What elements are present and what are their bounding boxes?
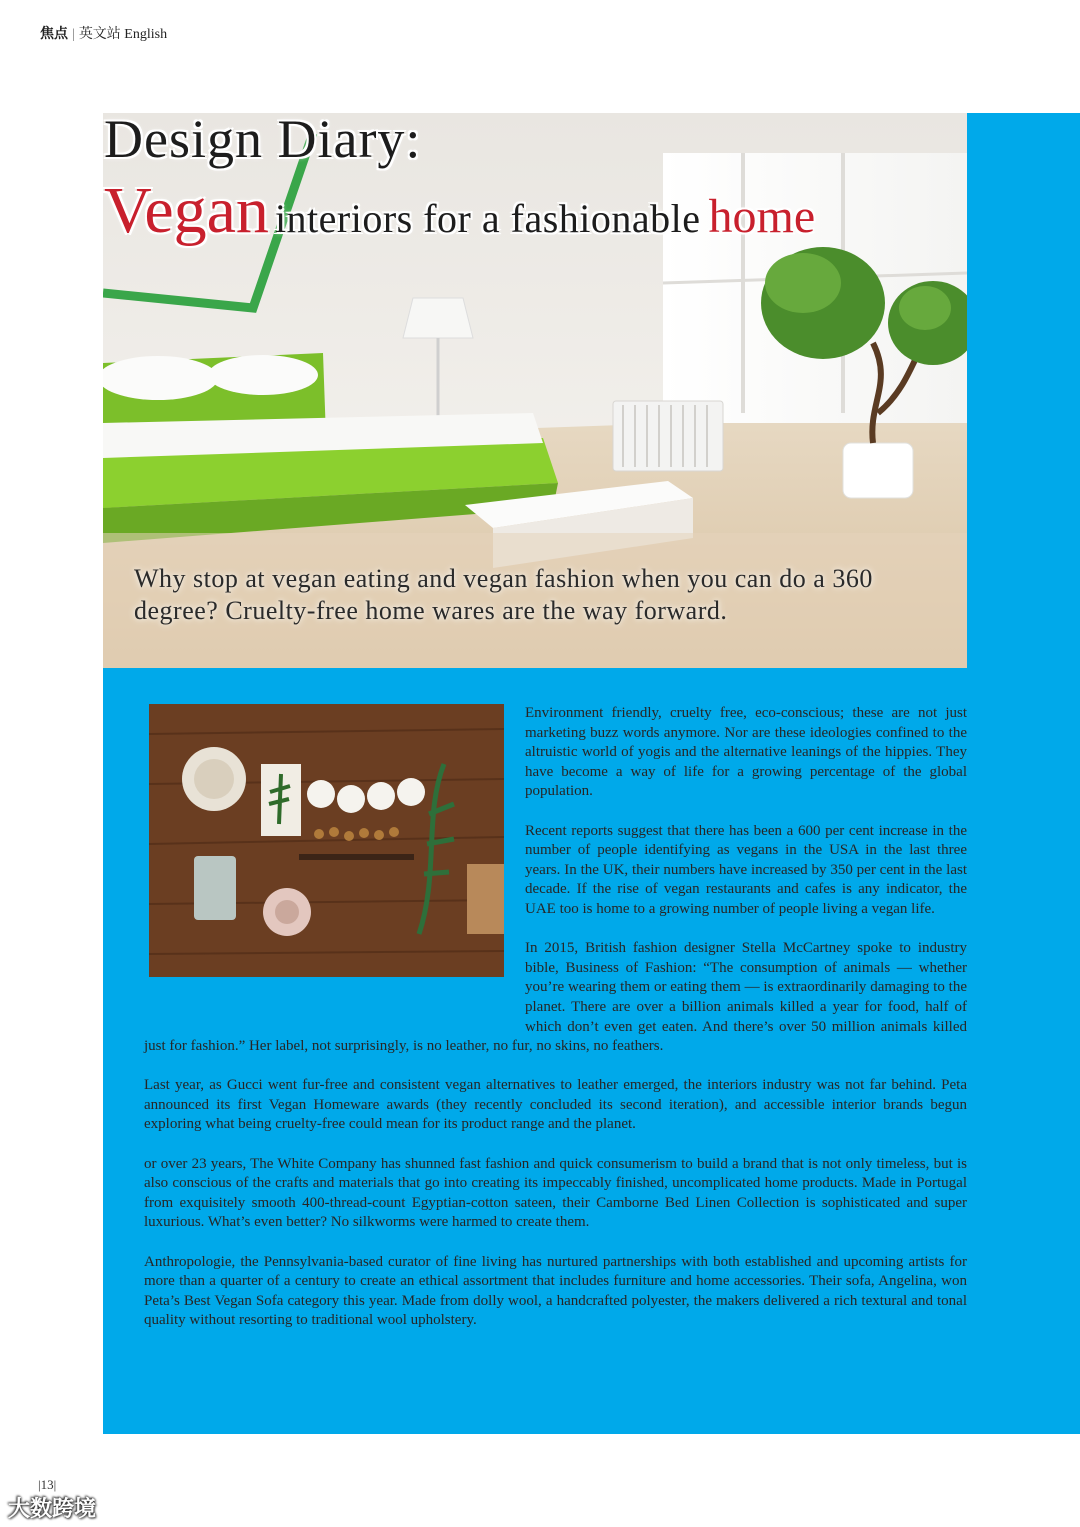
page-number: |13| [38, 1477, 57, 1492]
watermark: 大数跨境 [8, 1497, 97, 1522]
article-subtitle: Why stop at vegan eating and vegan fashion when you can do a 360 degree? Cruelty-free home wares are the way forward. [134, 564, 873, 625]
title-middle: interiors for a fashionable [274, 196, 701, 241]
article-title-line2 [104, 173, 815, 249]
article-title-line1: Design Diary: [104, 109, 422, 169]
article-paragraph-4: Last year, as Gucci went fur-free and consistent vegan alternatives to leather emerged, the interiors industry was not far behind. Peta announced its first Vegan Homeware awards (they recently concluded its second iteration), and accessible interior brands begun exploring what being cruelty-free could mean for its product range and the planet. [144, 1077, 967, 1133]
photo-float-spacer [144, 704, 525, 1022]
title-word-home: home [708, 190, 816, 243]
page-number-value: 13 [40, 1477, 54, 1492]
article-paragraph-5: or over 23 years, The White Company has shunned fast fashion and quick consumerism to build a brand that is not only timeless, but is also conscious of the crafts and materials that go into creating its impeccably finished, uncomplicated home products. Made in Portugal from exquisitely smooth 400-thread-count Egyptian-cotton sateen, their Camborne Bed Linen Collection is sophisticated and super luxurious. What’s even better? No silkworms were harmed to create them. [144, 1155, 967, 1231]
article-paragraph-3: In 2015, British fashion designer Stella McCartney spoke to industry bible, Business of Fashion: “The consumption of animals — whether you’re wearing them or eating them — is extraordinarily damaging to the planet. There are over a billion animals killed a year for food, half of which don’t even get eaten. And there’s over 50 million animals killed just for fashion.” Her label, not surprisingly, is no leather, no fur, no skins, no feathers. [144, 940, 967, 1055]
title-word-vegan: Vegan [104, 174, 269, 247]
article-paragraph-2: Recent reports suggest that there has been a 600 per cent increase in the number of people identifying as vegans in the USA in the last three years. In the UK, their numbers have increased by 350 per cent in the last decade. If the rise of vegan restaurants and cafes is any indicator, the UAE too is home to a growing number of people living a vegan life. [525, 822, 967, 917]
header-section: 焦点 [40, 27, 68, 42]
article-paragraph-6: Anthropologie, the Pennsylvania-based curator of fine living has nurtured partnerships with both established and upcoming artists for more than a quarter of a century to create an ethical assortment that includes furniture and home accessories. Their sofa, Angelina, won Peta’s Best Vegan Sofa category this year. Made from dolly wool, a handcrafted polyester, the makers delivered a rich textural and tonal quality without resorting to traditional wool upholstery. [144, 1253, 967, 1329]
article-body [144, 704, 967, 1351]
header-divider: | [72, 27, 75, 42]
page-header [40, 23, 167, 43]
article-paragraph-1: Environment friendly, cruelty free, eco-conscious; these are not just marketing buzz words anymore. Nor are these ideologies confined to the altruistic world of yogis and the alternative leanings of the hippies. They have become a way of life for a growing percentage of the global population. [525, 705, 967, 800]
header-site: 英文站 English [78, 27, 168, 42]
